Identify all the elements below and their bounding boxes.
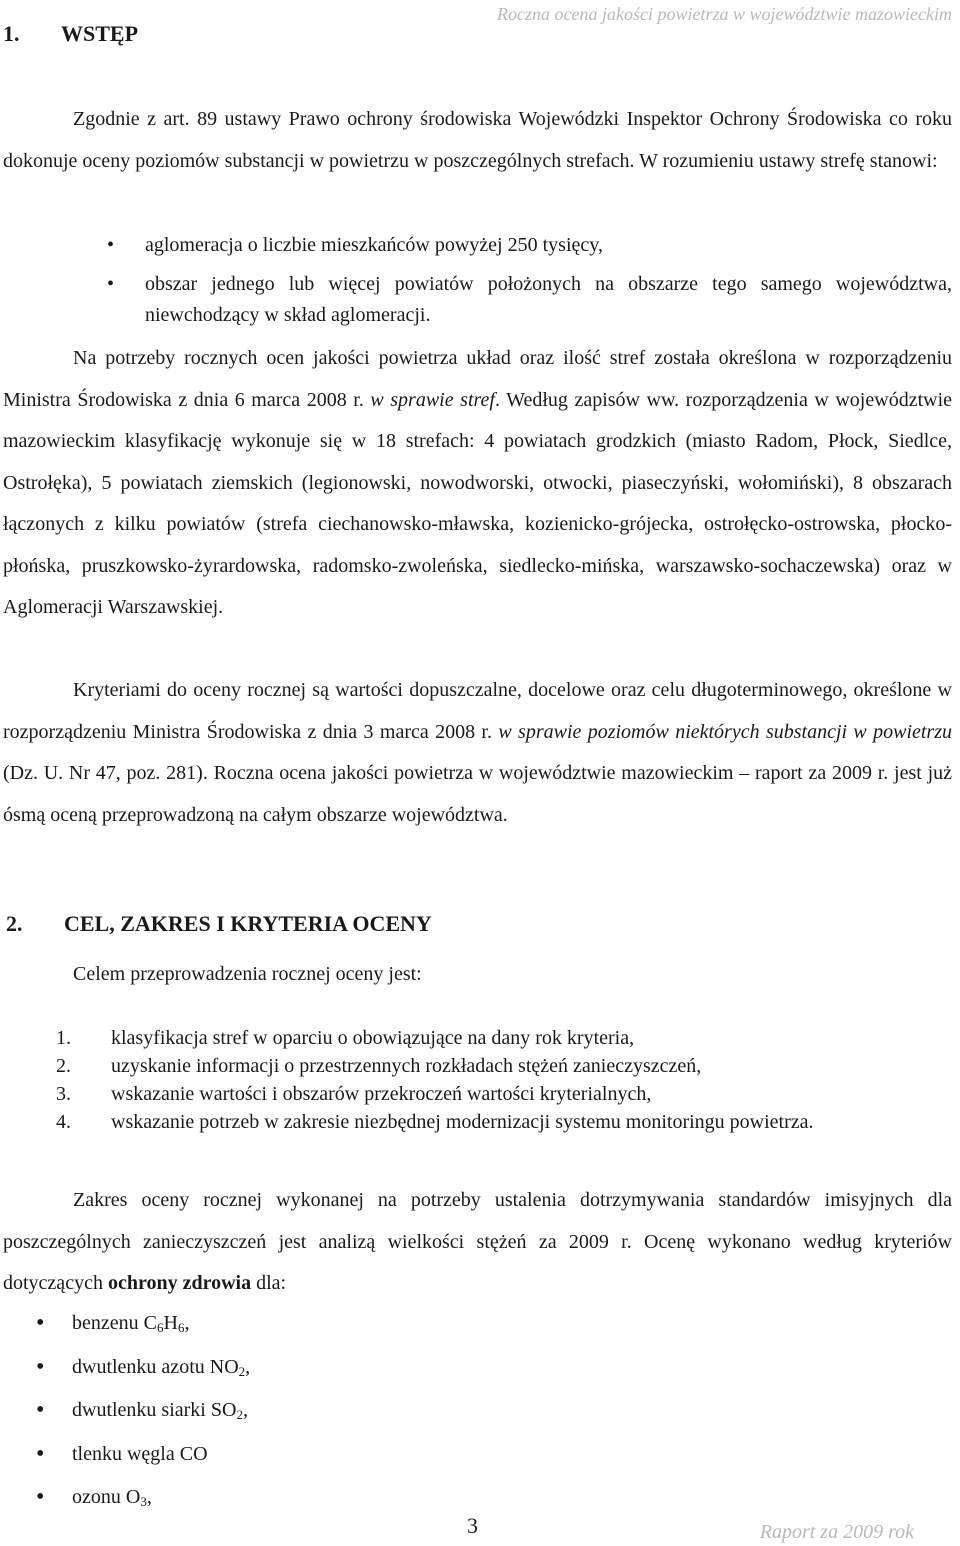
text-run: Kryteriami do oceny rocznej są wartości dopuszczalne, docelowe oraz celu długoterminowego, określone w rozporządzeniu Ministra Środowiska z dnia 3 marca 2008 r. xyxy=(3,679,952,743)
section-title: CEL, ZAKRES I KRYTERIA OCENY xyxy=(64,911,432,936)
subscript: 6 xyxy=(177,1320,185,1335)
text-run: tlenku węgla CO xyxy=(72,1442,208,1465)
text-run: H xyxy=(163,1312,178,1334)
text-run: . Według zapisów ww. rozporządzenia w województwie mazowieckim klasyfikację wykonuje się w 18 strefach: 4 powiatach grodzkich (miasto Radom, Płock, Siedlce, Ostrołęka), 5 powiatach ziemskich (legionowski, nowodworski, otwocki, piaseczyński, wołomiński), 8 obszarach łączonych z kilku powiatów (strefa ciechanowsko-mławska, kozienicko-grójecka, ostrołęcko-ostrowska, płocko-płońska, pruszkowsko-żyrardowska, radomsko-zwoleńska, siedlecko-mińska, warszawsko-sochaczewska) oraz w Aglomeracji Warszawskiej. xyxy=(3,388,952,618)
paragraph-intro: Zgodnie z art. 89 ustawy Prawo ochrony środowiska Wojewódzki Inspektor Ochrony Środowiska co roku dokonuje oceny poziomów substancji w powietrzu w poszczególnych strefach. W rozumieniu ustawy strefę stanowi: xyxy=(3,108,952,172)
subscript: 6 xyxy=(156,1320,164,1335)
substances-list xyxy=(3,1308,952,1526)
item-number: 2. xyxy=(56,1055,71,1077)
paragraph-criteria xyxy=(3,670,952,836)
text-run: Na potrzeby rocznych ocen jakości powietrza układ oraz ilość stref została określona w rozporządzeniu Ministra Środowiska z dnia 6 marca 2008 r. xyxy=(3,347,952,411)
italic-title: w sprawie poziomów niektórych substancji w powietrzu xyxy=(498,720,952,743)
section-number: 1. xyxy=(3,21,20,46)
subscript: 2 xyxy=(238,1363,246,1379)
item-text: uzyskanie informacji o przestrzennych rozkładach stężeń zanieczyszczeń, xyxy=(111,1055,702,1077)
bold-term: ochrony zdrowia xyxy=(107,1272,252,1294)
section-heading-1 xyxy=(3,18,138,50)
text-run: , xyxy=(242,1399,248,1422)
list-item: • obszar jednego lub więcej powiatów położonych na obszarze tego samego województwa, niewchodzący w skład aglomeracji. xyxy=(3,269,952,331)
list-item: • aglomeracja o liczbie mieszkańców powyżej 250 tysięcy, xyxy=(3,230,952,261)
text-run: ozonu O xyxy=(72,1486,141,1509)
text-run: , xyxy=(245,1355,251,1378)
zone-definition-list xyxy=(3,230,952,331)
text-run: , xyxy=(146,1486,152,1509)
running-header: Roczna ocena jakości powietrza w województwie mazowieckim xyxy=(497,4,952,24)
paragraph-zones xyxy=(3,338,952,629)
paragraph-goal-lead: Celem przeprowadzenia rocznej oceny jest: xyxy=(73,963,422,985)
goals-list xyxy=(3,1024,952,1136)
subscript: 2 xyxy=(236,1407,243,1423)
running-footer: Raport za 2009 rok xyxy=(759,1521,914,1543)
section-number: 2. xyxy=(6,911,23,936)
item-number: 3. xyxy=(56,1083,71,1105)
text-run: dla: xyxy=(251,1272,287,1294)
section-title: WSTĘP xyxy=(61,21,139,46)
text-run: , xyxy=(184,1312,190,1334)
paragraph-scope xyxy=(3,1180,952,1305)
list-item-sulfur-dioxide xyxy=(3,1395,952,1439)
list-item-benzene xyxy=(3,1308,952,1352)
italic-title: w sprawie stref xyxy=(370,388,495,411)
subscript: 3 xyxy=(140,1494,147,1510)
list-item xyxy=(3,1052,952,1080)
section-heading-2 xyxy=(6,906,432,942)
text-run: dwutlenku azotu NO xyxy=(72,1355,239,1378)
text-run: dwutlenku siarki SO xyxy=(72,1399,237,1422)
item-text: wskazanie wartości i obszarów przekroczeń wartości kryterialnych, xyxy=(111,1083,652,1105)
text-run: (Dz. U. Nr 47, poz. 281). Roczna ocena jakości powietrza w województwie mazowieckim – raport za 2009 r. jest już ósmą oceną przeprowadzoną na całym obszarze województwa. xyxy=(3,762,952,826)
item-text: klasyfikacja stref w oparciu o obowiązujące na dany rok kryteria, xyxy=(111,1027,635,1049)
page-number: 3 xyxy=(467,1513,478,1538)
list-item xyxy=(3,1080,952,1108)
list-item xyxy=(3,1024,952,1052)
item-number: 1. xyxy=(56,1027,71,1049)
list-item xyxy=(3,1108,952,1136)
list-item-nitrogen-dioxide xyxy=(3,1352,952,1396)
text-run: Zakres oceny rocznej wykonanej na potrzeby ustalenia dotrzymywania standardów imisyjnych dla poszczególnych zanieczyszczeń jest analizą wielkości stężeń za 2009 r. Ocenę wykonano według kryteriów dotyczących xyxy=(3,1189,952,1294)
text-run: benzenu C xyxy=(72,1312,157,1334)
item-text: wskazanie potrzeb w zakresie niezbędnej modernizacji systemu monitoringu powietrza. xyxy=(111,1111,814,1133)
list-item-carbon-monoxide xyxy=(3,1439,952,1483)
item-number: 4. xyxy=(56,1111,71,1133)
